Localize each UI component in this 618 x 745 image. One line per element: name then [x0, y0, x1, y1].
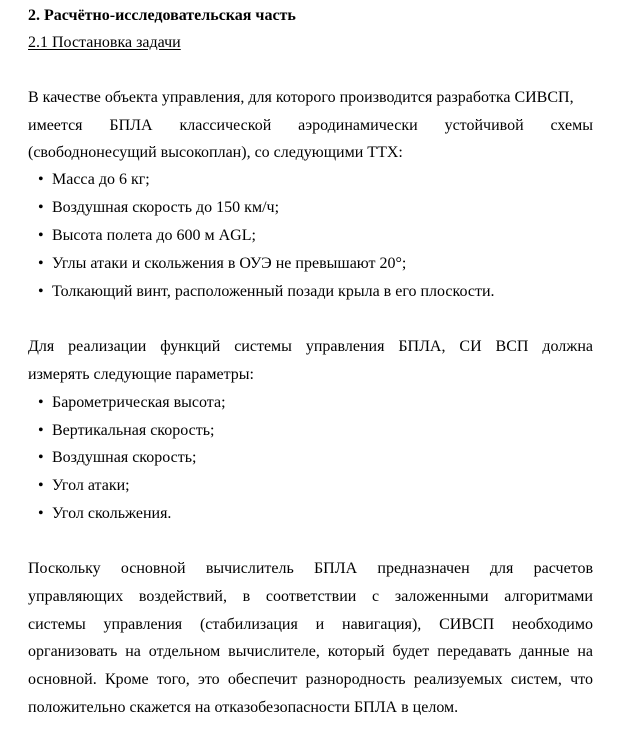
list-item	[38, 393, 226, 413]
bullet-icon: •	[38, 283, 44, 300]
list-item-text: Угол скольжения.	[52, 505, 172, 522]
list-item	[38, 448, 196, 468]
list-item	[38, 198, 279, 218]
list-item-text: Угол атаки;	[52, 477, 130, 494]
paragraph-line: Поскольку основной вычислитель БПЛА предназначен для расчетов	[28, 560, 593, 577]
list-item	[38, 226, 256, 246]
list-item-text: Масса до 6 кг;	[52, 171, 150, 188]
paragraph-line: организовать на отдельном вычислителе, который будет передавать данные на	[28, 643, 593, 660]
bullet-icon: •	[38, 255, 44, 272]
paragraph-line: управляющих воздействий, в соответствии с заложенными алгоритмами	[28, 588, 593, 605]
paragraph-line: Для реализации функций системы управления БПЛА, СИ ВСП должна	[28, 338, 593, 355]
list-item	[38, 504, 171, 524]
paragraph-line: (свободнонесущий высокоплан), со следующими ТТХ:	[28, 144, 403, 161]
paragraph-line: основной. Кроме того, это обеспечит разнородность реализуемых систем, что	[28, 671, 593, 688]
paragraph-line: положительно скажется на отказобезопасности БПЛА в целом.	[28, 699, 459, 716]
list-item	[38, 476, 130, 496]
list-item-text: Толкающий винт, расположенный позади крыла в его плоскости.	[52, 283, 495, 300]
bullet-icon: •	[38, 422, 44, 439]
bullet-icon: •	[38, 199, 44, 216]
paragraph-line: В качестве объекта управления, для которого производится разработка СИВСП,	[28, 89, 574, 106]
bullet-icon: •	[38, 227, 44, 244]
list-item-text: Высота полета до 600 м AGL;	[52, 227, 256, 244]
list-item-text: Вертикальная скорость;	[52, 422, 215, 439]
bullet-icon: •	[38, 477, 44, 494]
list-item-text: Воздушная скорость;	[52, 449, 197, 466]
paragraph-line: системы управления (стабилизация и навигация), СИВСП необходимо	[28, 616, 593, 633]
section-title: 2. Расчётно-исследовательская часть	[28, 7, 296, 24]
list-item	[38, 170, 150, 190]
paragraph-line: измерять следующие параметры:	[28, 366, 254, 383]
list-item-text: Барометрическая высота;	[52, 394, 226, 411]
subsection-title: 2.1 Постановка задачи	[28, 34, 181, 51]
list-item-text: Углы атаки и скольжения в ОУЭ не превышают 20°;	[52, 255, 407, 272]
list-item	[38, 254, 406, 274]
list-item	[38, 421, 215, 441]
bullet-icon: •	[38, 394, 44, 411]
bullet-icon: •	[38, 449, 44, 466]
paragraph-line: имеется БПЛА классической аэродинамически устойчивой схемы	[28, 117, 593, 134]
bullet-icon: •	[38, 505, 44, 522]
list-item	[38, 282, 495, 302]
bullet-icon: •	[38, 171, 44, 188]
list-item-text: Воздушная скорость до 150 км/ч;	[52, 199, 280, 216]
